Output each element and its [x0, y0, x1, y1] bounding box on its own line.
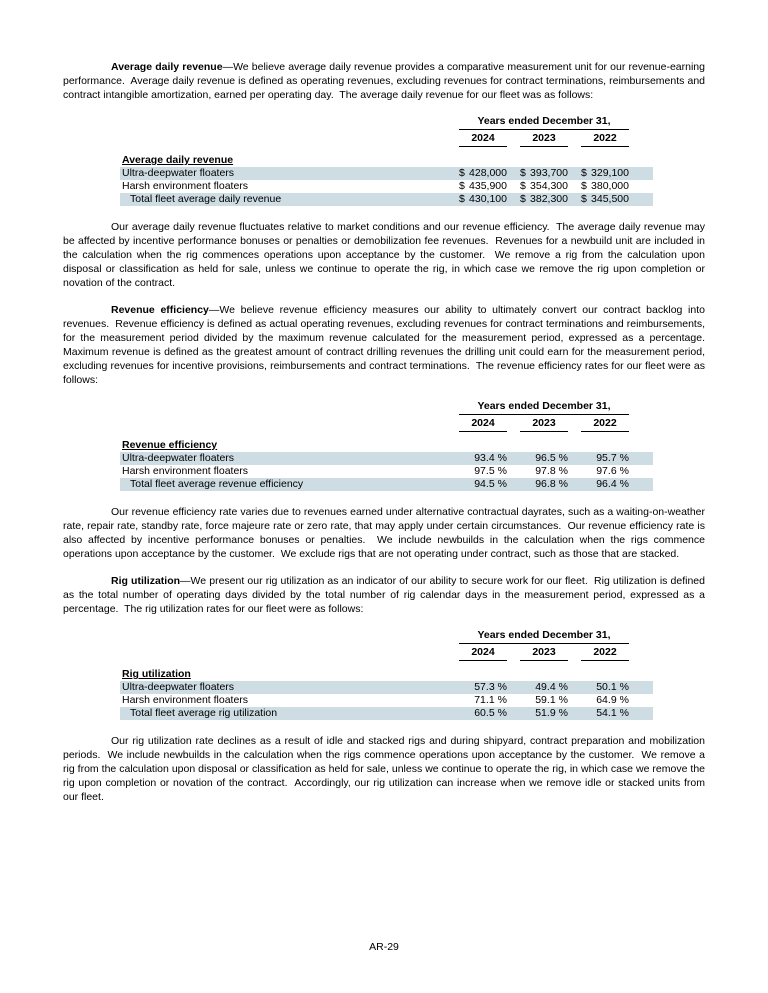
percent-symbol: % [619, 681, 629, 693]
cell-value: 96.8 [535, 478, 556, 490]
percent-symbol: % [497, 465, 507, 477]
row-label: Harsh environment floaters [122, 694, 249, 706]
year-column-header-2024: 2024 [459, 132, 507, 147]
value-cell [520, 167, 568, 180]
value-cell [581, 167, 629, 180]
percent-symbol: % [558, 707, 568, 719]
cell-prefix: $ [581, 193, 587, 205]
cell-value: 59.1 [535, 694, 556, 706]
paragraph-text: —We believe average daily revenue provides a comparative measurement unit for our revenue-earning performance. Average daily revenue is defined as operating revenues, excluding revenues for contract terminations, reimbursements and contract intangible amortization, earned per operating day. The average daily revenue for our fleet was as follows: [63, 61, 708, 101]
value-cell [581, 478, 629, 491]
row-label: Ultra-deepwater floaters [122, 167, 235, 179]
value-cell [520, 452, 568, 465]
cell-value: 380,000 [591, 180, 629, 192]
row-label: Harsh environment floaters [122, 180, 249, 192]
table-revenue-efficiency [120, 400, 653, 491]
cell-value: 64.9 [596, 694, 617, 706]
cell-value: 428,000 [469, 167, 507, 179]
cell-prefix: $ [581, 167, 587, 179]
paragraph-revenue-efficiency-discussion [63, 505, 708, 561]
cell-value: 50.1 [596, 681, 617, 693]
percent-symbol: % [619, 707, 629, 719]
page-content [63, 60, 711, 817]
row-label: Total fleet average rig utilization [130, 707, 278, 719]
cell-value: 430,100 [469, 193, 507, 205]
year-column-header-2024: 2024 [459, 417, 507, 432]
table-section-row [120, 438, 653, 452]
table-section-row [120, 667, 653, 681]
value-cell [581, 707, 629, 720]
value-cell [520, 465, 568, 478]
table-section-label: Average daily revenue [122, 154, 234, 166]
cell-value: 54.1 [596, 707, 617, 719]
table-average-daily-revenue [120, 115, 653, 206]
cell-value: 51.9 [535, 707, 556, 719]
cell-value: 329,100 [591, 167, 629, 179]
year-column-header-2023: 2023 [520, 417, 568, 432]
row-label: Ultra-deepwater floaters [122, 452, 235, 464]
percent-symbol: % [558, 681, 568, 693]
table-row [120, 465, 653, 478]
cell-value: 97.5 [474, 465, 495, 477]
table-total-row [120, 707, 653, 720]
value-cell [459, 681, 507, 694]
cell-value: 97.8 [535, 465, 556, 477]
year-headers-row [120, 130, 653, 147]
percent-symbol: % [497, 478, 507, 490]
year-column-header-2024: 2024 [459, 646, 507, 661]
cell-value: 354,300 [530, 180, 568, 192]
year-column-header-2022: 2022 [581, 646, 629, 661]
table-row [120, 167, 653, 180]
cell-prefix: $ [459, 180, 465, 192]
cell-value: 97.6 [596, 465, 617, 477]
percent-symbol: % [619, 694, 629, 706]
year-column-header-2022: 2022 [581, 417, 629, 432]
row-label: Total fleet average revenue efficiency [130, 478, 304, 490]
value-cell [520, 681, 568, 694]
cell-value: 94.5 [474, 478, 495, 490]
term-revenue-efficiency: Revenue efficiency [111, 304, 209, 316]
paragraph-text: —We believe revenue efficiency measures our ability to ultimately convert our contract backlog into revenues. Revenue efficiency is defined as actual operating revenues, excluding revenues for contract terminations and reimbursements, for the measurement period divided by the maximum revenue calculated for the measurement period, expressed as a percentage. Maximum revenue is defined as the greatest amount of contract drilling revenues the drilling unit could earn for the measurement period, excluding revenues for incentive provisions, reimbursements and contract terminations. The revenue efficiency rates for our fleet were as follows: [63, 304, 711, 386]
paragraph-text: —We present our rig utilization as an indicator of our ability to secure work for our fleet. Rig utilization is defined as the total number of operating days divided by the total number of rig calendar days in the measurement period, expressed as a percentage. The rig utilization rates for our fleet were as follows: [63, 575, 708, 615]
cell-value: 96.5 [535, 452, 556, 464]
percent-symbol: % [619, 478, 629, 490]
cell-prefix: $ [459, 193, 465, 205]
table-total-row [120, 478, 653, 491]
term-average-daily-revenue: Average daily revenue [111, 61, 223, 73]
percent-symbol: % [558, 478, 568, 490]
cell-value: 382,300 [530, 193, 568, 205]
percent-symbol: % [558, 465, 568, 477]
table-row [120, 452, 653, 465]
year-column-header-2023: 2023 [520, 646, 568, 661]
value-cell [459, 478, 507, 491]
table-row [120, 694, 653, 707]
years-ended-header: Years ended December 31, [459, 629, 629, 644]
table-total-row [120, 193, 653, 206]
table-section-label: Revenue efficiency [122, 439, 218, 451]
cell-prefix: $ [520, 180, 526, 192]
cell-value: 57.3 [474, 681, 495, 693]
cell-value: 435,900 [469, 180, 507, 192]
paragraph-revenue-efficiency [63, 303, 711, 387]
cell-prefix: $ [459, 167, 465, 179]
value-cell [581, 193, 629, 206]
paragraph-rig-utilization [63, 574, 708, 616]
percent-symbol: % [497, 681, 507, 693]
row-label: Ultra-deepwater floaters [122, 681, 235, 693]
value-cell [520, 180, 568, 193]
row-label: Harsh environment floaters [122, 465, 249, 477]
cell-prefix: $ [520, 167, 526, 179]
cell-value: 71.1 [474, 694, 495, 706]
value-cell [520, 193, 568, 206]
table-section-label: Rig utilization [122, 668, 191, 680]
table-span-header-row [120, 400, 653, 415]
cell-value: 96.4 [596, 478, 617, 490]
page-number: AR-29 [369, 941, 399, 953]
value-cell [581, 180, 629, 193]
percent-symbol: % [497, 707, 507, 719]
percent-symbol: % [619, 465, 629, 477]
paragraph-text: Our revenue efficiency rate varies due to revenues earned under alternative contractual dayrates, such as a waiting-on-weather rate, repair rate, standby rate, force majeure rate or zero rate, that may apply under certain circumstances. Our revenue efficiency rate is also affected by incentive performance bonuses or penalties. We include newbuilds in the calculation when the rigs commence operations upon acceptance by the customer. We exclude rigs that are not operating under contract, such as those that are stacked. [63, 506, 708, 560]
cell-value: 60.5 [474, 707, 495, 719]
table-span-header-row [120, 629, 653, 644]
term-rig-utilization: Rig utilization [111, 575, 181, 587]
value-cell [520, 478, 568, 491]
row-label: Total fleet average daily revenue [130, 193, 282, 205]
cell-prefix: $ [520, 193, 526, 205]
value-cell [459, 193, 507, 206]
cell-value: 95.7 [596, 452, 617, 464]
paragraph-rig-utilization-discussion [63, 734, 708, 804]
percent-symbol: % [619, 452, 629, 464]
value-cell [581, 465, 629, 478]
year-column-header-2022: 2022 [581, 132, 629, 147]
value-cell [459, 707, 507, 720]
year-column-header-2023: 2023 [520, 132, 568, 147]
cell-value: 93.4 [474, 452, 495, 464]
year-headers-row [120, 415, 653, 432]
years-ended-header: Years ended December 31, [459, 400, 629, 415]
table-row [120, 681, 653, 694]
value-cell [520, 694, 568, 707]
value-cell [459, 694, 507, 707]
years-ended-header: Years ended December 31, [459, 115, 629, 130]
table-row [120, 180, 653, 193]
table-section-row [120, 153, 653, 167]
cell-value: 345,500 [591, 193, 629, 205]
percent-symbol: % [558, 452, 568, 464]
value-cell [581, 694, 629, 707]
paragraph-average-daily-revenue-discussion [63, 220, 708, 290]
table-span-header-row [120, 115, 653, 130]
paragraph-text: Our rig utilization rate declines as a result of idle and stacked rigs and during shipyard, contract preparation and mobilization periods. We include newbuilds in the calculation when the rigs commence operations upon acceptance by the customer. We remove a rig from the calculation upon disposal or classification as held for sale, unless we continue to operate the rig, in which case we remove the rig upon completion or novation of the contract. Accordingly, our rig utilization can increase when we remove idle or stacked units from our fleet. [63, 735, 708, 803]
value-cell [459, 452, 507, 465]
cell-value: 49.4 [535, 681, 556, 693]
value-cell [459, 167, 507, 180]
cell-prefix: $ [581, 180, 587, 192]
paragraph-text: Our average daily revenue fluctuates relative to market conditions and our revenue efficiency. The average daily revenue may be affected by incentive performance bonuses or penalties or demobilization fee revenues. Revenues for a newbuild unit are included in the calculation when the rig commences operations upon acceptance by the customer. We remove a rig from the calculation upon disposal or classification as held for sale, unless we continue to operate the rig, in which case we remove the rig upon completion or novation of the contract. [63, 221, 708, 289]
table-rig-utilization [120, 629, 653, 720]
paragraph-average-daily-revenue [63, 60, 708, 102]
percent-symbol: % [558, 694, 568, 706]
year-headers-row [120, 644, 653, 661]
cell-value: 393,700 [530, 167, 568, 179]
value-cell [581, 452, 629, 465]
value-cell [581, 681, 629, 694]
percent-symbol: % [497, 452, 507, 464]
value-cell [520, 707, 568, 720]
value-cell [459, 180, 507, 193]
value-cell [459, 465, 507, 478]
percent-symbol: % [497, 694, 507, 706]
